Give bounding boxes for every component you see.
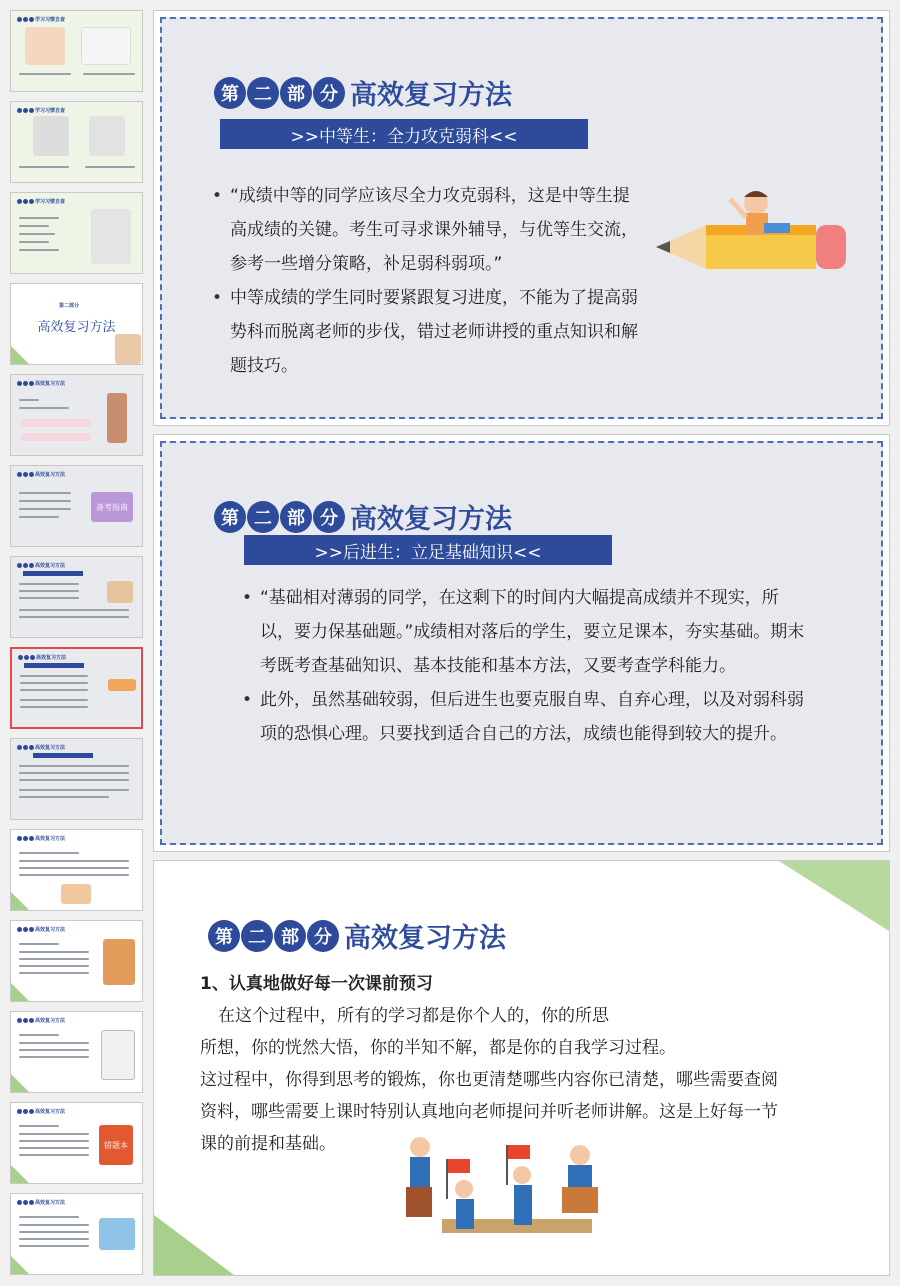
- slide-thumbnail-1[interactable]: [10, 10, 143, 92]
- heading-title: 高效复习方法: [350, 80, 512, 111]
- heading-char-circle: 分: [313, 77, 345, 109]
- thumbnail-title: 高效复习方法: [17, 471, 65, 478]
- slide-content-frame: [160, 441, 883, 845]
- slide-thumbnail-9[interactable]: [10, 738, 143, 820]
- heading-char-circle: 二: [247, 77, 279, 109]
- thumbnail-title: 高效复习方法: [17, 744, 65, 751]
- heading-char-circle: 部: [280, 77, 312, 109]
- subtitle-bar: >>后进生：立足基础知识<<: [244, 535, 612, 565]
- books-illustration: [99, 1218, 135, 1250]
- thumbnail-title: 高效复习方法: [37, 320, 116, 335]
- paragraph-line: 资料，哪些需要上课时特别认真地向老师提问并听老师讲解。这是上好每一节: [200, 1102, 778, 1122]
- paragraph-line: 这过程中，你得到思考的锻炼，你也更清楚哪些内容你已清楚，哪些需要查阅: [200, 1070, 778, 1090]
- slide-thumbnail-12[interactable]: [10, 1011, 143, 1093]
- reading-illustration: [107, 581, 133, 603]
- meme-face-illustration: [33, 116, 69, 156]
- speech-bubble: [81, 27, 131, 65]
- students-illustration: [25, 27, 65, 65]
- slide-thumbnail-4[interactable]: [10, 283, 143, 365]
- pink-bar: [21, 419, 91, 427]
- student-illustration: [115, 334, 141, 364]
- paragraph-line: 课的前提和基础。: [200, 1134, 336, 1154]
- paragraph-line: 在这个过程中，所有的学习都是你个人的，你的所思: [218, 1006, 609, 1026]
- heading-char-circle: 二: [241, 920, 273, 952]
- footprint-illustration: [91, 209, 131, 264]
- slide-thumbnail-14[interactable]: [10, 1193, 143, 1275]
- corner-decoration: [779, 861, 889, 931]
- slide-content-frame: [160, 17, 883, 419]
- slide-thumbnail-5[interactable]: [10, 374, 143, 456]
- heading-char-circle: 部: [280, 501, 312, 533]
- bullet-item: • 此外，虽然基础较弱，但后进生也要克服自卑、自弃心理，以及对弱科弱项的恐惧心理。只要找到适合自己的方法，成绩也能得到较大的提升。: [240, 683, 808, 751]
- heading-char-circle: 二: [247, 501, 279, 533]
- pencil-rider-illustration: [646, 177, 856, 287]
- students-flag-illustration: [61, 884, 91, 904]
- heading-char-circle: 分: [307, 920, 339, 952]
- slide-thumbnail-10[interactable]: [10, 829, 143, 911]
- heading-char-circle: 第: [214, 501, 246, 533]
- heading-char-circle: 第: [214, 77, 246, 109]
- thumbnail-title: 学习习惯自查: [17, 107, 65, 114]
- bullet-item: • “基础相对薄弱的同学，在这剩下的时间内大幅提高成绩并不现实，所以，要力保基础题。”成绩相对落后的学生，要立足课本，夯实基础。期末考既考查基础知识、基本技能和基本方法，又要考查学科能力。: [240, 581, 808, 683]
- thumbnail-title: 高效复习方法: [17, 1199, 65, 1206]
- thinking-person-illustration: [101, 1030, 135, 1080]
- meme-face-illustration: [89, 116, 125, 156]
- slide-preview-study[interactable]: [153, 860, 890, 1276]
- error-notebook-icon: 错题本: [99, 1125, 133, 1165]
- heading-char-circle: 第: [208, 920, 240, 952]
- slide-lower-students[interactable]: [153, 434, 890, 852]
- pencil-rider-illustration: [108, 679, 136, 691]
- thumbnail-title: 高效复习方法: [17, 1017, 65, 1024]
- thumbnail-section-label: 第二部分: [59, 303, 80, 309]
- slide-thumbnail-11[interactable]: [10, 920, 143, 1002]
- slide-medium-students[interactable]: [153, 10, 890, 426]
- slide-thumbnail-rail: [0, 0, 150, 1286]
- heading-title: 高效复习方法: [344, 923, 506, 954]
- section-heading: [214, 497, 512, 536]
- subtitle-bar: >>中等生：全力攻克弱科<<: [220, 119, 588, 149]
- slide-thumbnail-8[interactable]: [10, 647, 143, 729]
- students-with-flags-illustration: [402, 1129, 632, 1259]
- heading-char-circle: 部: [274, 920, 306, 952]
- point-title: 1、认真地做好每一次课前预习: [200, 974, 433, 994]
- thumbnail-title: 高效复习方法: [17, 926, 65, 933]
- pink-bar: [21, 433, 91, 441]
- classroom-illustration: [103, 939, 135, 985]
- bullet-list: [240, 581, 808, 751]
- section-heading: [214, 73, 512, 112]
- section-heading: [208, 916, 506, 955]
- teacher-illustration: [107, 393, 127, 443]
- thumbnail-title: 高效复习方法: [17, 380, 65, 387]
- slide-thumbnail-3[interactable]: [10, 192, 143, 274]
- slide-thumbnail-6[interactable]: [10, 465, 143, 547]
- thumbnail-title: 高效复习方法: [17, 835, 65, 842]
- corner-decoration: [154, 1215, 234, 1275]
- bullet-item: • 中等成绩的学生同时要紧跟复习进度，不能为了提高弱势科而脱离老师的步伐，错过老师讲授的重点知识和解题技巧。: [210, 281, 640, 383]
- slide-thumbnail-13[interactable]: [10, 1102, 143, 1184]
- thumbnail-title: 学习习惯自查: [17, 198, 65, 205]
- bullet-list: [210, 179, 640, 383]
- thumbnail-title: 高效复习方法: [18, 654, 66, 661]
- thumbnail-title: 学习习惯自查: [17, 16, 65, 23]
- heading-title: 高效复习方法: [350, 504, 512, 535]
- heading-char-circle: 分: [313, 501, 345, 533]
- slide-thumbnail-2[interactable]: [10, 101, 143, 183]
- slide-thumbnail-7[interactable]: [10, 556, 143, 638]
- paragraph-line: 所想，你的恍然大悟，你的半知不解，都是你的自我学习过程。: [200, 1038, 676, 1058]
- thumbnail-title: 高效复习方法: [17, 562, 65, 569]
- thumbnail-title: 高效复习方法: [17, 1108, 65, 1115]
- bullet-item: • “成绩中等的同学应该尽全力攻克弱科，这是中等生提高成绩的关键。考生可寻求课外辅导，与优等生交流，参考一些增分策略，补足弱科弱项。”: [210, 179, 640, 281]
- guide-badge: 备考指南: [91, 492, 133, 522]
